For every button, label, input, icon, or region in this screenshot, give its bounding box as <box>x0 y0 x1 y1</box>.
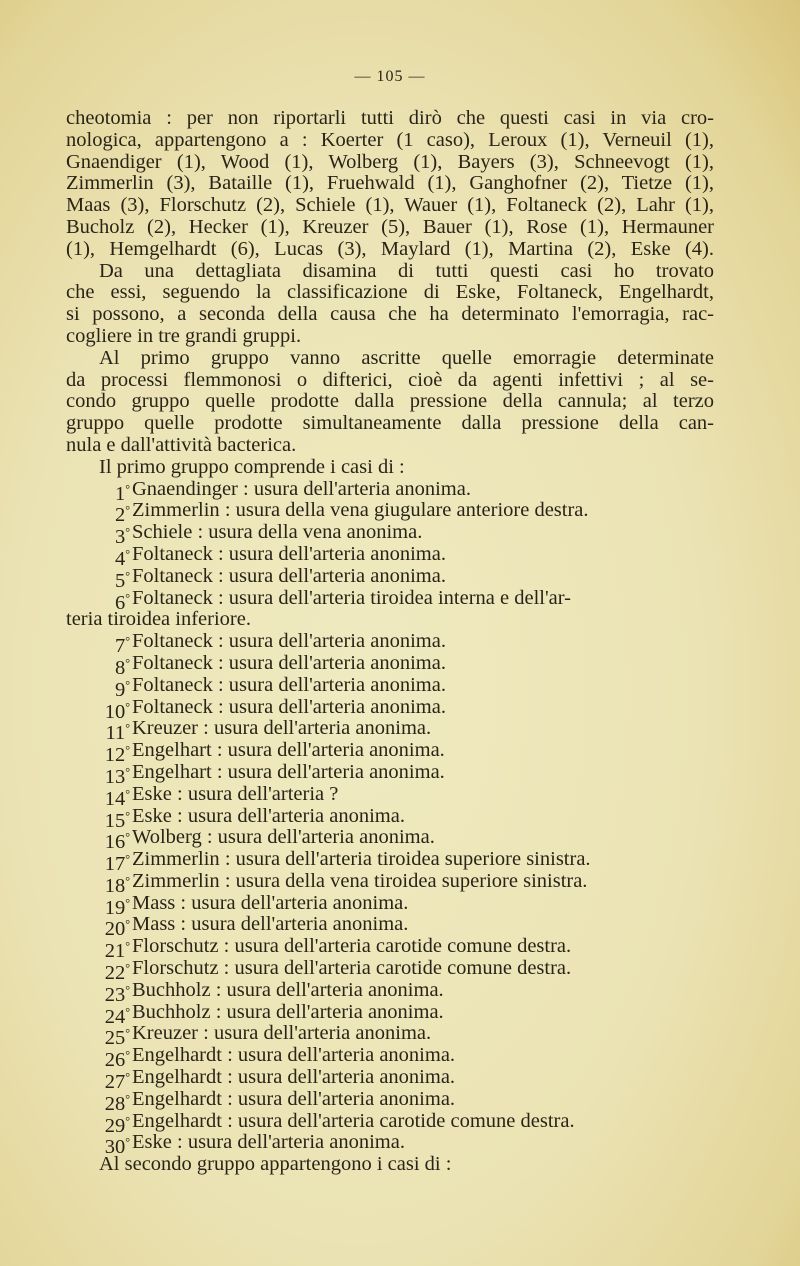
text-line: Zimmerlin (3), Bataille (1), Fruehwald (1), Ganghofner (2), Tietze (1), <box>66 172 714 195</box>
case-list-item <box>66 717 714 745</box>
case-number-value: 17 <box>104 853 126 876</box>
degree-mark: ° <box>125 1070 130 1085</box>
degree-mark: ° <box>125 982 130 997</box>
case-author: Engelhart <box>132 760 212 783</box>
degree-mark: ° <box>125 525 130 540</box>
case-description: usura dell'arteria tiroidea interna e dell'ar- <box>228 586 572 609</box>
case-list-item <box>66 1109 714 1137</box>
case-author: Foltaneck <box>132 586 213 609</box>
case-author: Kreuzer <box>132 1022 199 1045</box>
case-number-value: 1 <box>114 482 126 505</box>
case-list-item <box>66 1044 714 1072</box>
case-number-value: 20 <box>104 918 126 941</box>
degree-mark: ° <box>125 634 130 649</box>
separator: : <box>221 1066 238 1089</box>
separator: : <box>211 760 228 783</box>
degree-mark: ° <box>125 481 130 496</box>
case-list-item <box>66 760 714 788</box>
case-number-value: 14 <box>104 787 126 810</box>
separator: : <box>192 521 209 544</box>
degree-mark: ° <box>125 1091 130 1106</box>
case-author: Mass <box>132 891 176 914</box>
separator: : <box>221 1044 238 1067</box>
degree-mark: ° <box>125 503 130 518</box>
text-line: cheotomia : per non riportarli tutti dirò che questi casi in via cro- <box>66 107 714 129</box>
text-line: Al primo gruppo vanno ascritte quelle emorragie determinate <box>99 346 714 369</box>
separator: : <box>221 1109 238 1132</box>
case-description: usura dell'arteria anonima. <box>187 804 405 827</box>
separator: : <box>210 978 227 1001</box>
page-number: — 105 — <box>354 68 426 85</box>
case-author: Buchholz <box>132 978 211 1001</box>
case-number <box>105 1132 130 1159</box>
case-author: Kreuzer <box>132 717 199 740</box>
case-author: Florschutz <box>132 957 219 980</box>
case-author: Engelhardt <box>132 1044 222 1067</box>
case-list-item <box>66 804 714 832</box>
case-author: Foltaneck <box>132 695 213 718</box>
case-author: Engelhardt <box>132 1109 222 1132</box>
case-author: Eske <box>132 782 172 805</box>
case-author: Schiele <box>132 521 193 544</box>
case-number-value: 16 <box>104 831 126 854</box>
text-line: Maas (3), Florschutz (2), Schiele (1), Wauer (1), Foltaneck (2), Lahr (1), <box>66 194 714 217</box>
degree-mark: ° <box>125 830 130 845</box>
closing-line: Al secondo gruppo appartengono i casi di : <box>99 1153 452 1176</box>
case-number-value: 3 <box>114 526 126 549</box>
case-list-item <box>66 1087 714 1115</box>
text-line: nologica, appartengono a : Koerter (1 caso), Leroux (1), Verneuil (1), <box>66 128 714 151</box>
degree-mark: ° <box>125 743 130 758</box>
case-number-value: 15 <box>104 809 126 832</box>
case-description: usura dell'arteria anonima. <box>237 1066 456 1089</box>
text-line: si possono, a seconda della causa che ha determinato l'emorragia, rac- <box>66 303 714 326</box>
separator: : <box>171 782 188 805</box>
text-line: che essi, seguendo la classificazione di Eske, Foltaneck, Engelhardt, <box>66 281 714 304</box>
separator: : <box>237 477 254 500</box>
case-description: usura dell'arteria carotide comune destra. <box>234 935 572 958</box>
case-list-item <box>66 1022 714 1050</box>
separator: : <box>212 542 229 565</box>
separator: : <box>198 1022 214 1045</box>
degree-mark: ° <box>125 786 130 801</box>
case-number-value: 24 <box>104 1005 126 1028</box>
case-number-value: 10 <box>104 700 126 723</box>
text-line: cogliere in tre grandi gruppi. <box>66 324 302 347</box>
case-author: Foltaneck <box>132 630 213 653</box>
case-author: Buchholz <box>132 1000 211 1023</box>
case-description: usura dell'arteria anonima. <box>253 477 471 500</box>
case-list-item <box>66 978 714 1006</box>
case-number-value: 13 <box>104 765 126 788</box>
case-description: usura dell'arteria tiroidea superiore sinistra. <box>235 848 591 871</box>
separator: : <box>171 1131 188 1154</box>
text-line: Bucholz (2), Hecker (1), Kreuzer (5), Bauer (1), Rose (1), Hermauner <box>66 215 714 238</box>
degree-mark: ° <box>125 546 130 561</box>
case-author: Eske <box>132 804 172 827</box>
case-author: Gnaendinger <box>132 477 238 500</box>
case-author: Florschutz <box>132 935 219 958</box>
separator: : <box>211 739 228 762</box>
case-number-value: 22 <box>104 962 126 985</box>
case-number-value: 5 <box>114 569 126 592</box>
text-line: nula e dall'attività bacterica. <box>66 433 297 456</box>
degree-mark: ° <box>125 1048 130 1063</box>
separator: : <box>212 651 229 674</box>
case-description: usura dell'arteria anonima. <box>187 1131 405 1154</box>
text-line: condo gruppo quelle prodotte dalla pressione della cannula; al terzo <box>66 390 714 413</box>
case-description: usura dell'arteria anonima. <box>213 1022 432 1045</box>
text-line: da processi flemmonosi o difterici, cioè da agenti infettivi ; al se- <box>66 368 714 391</box>
case-description-continuation: teria tiroidea inferiore. <box>66 608 251 631</box>
text-line: Gnaendiger (1), Wood (1), Wolberg (1), Bayers (3), Schneevogt (1), <box>66 150 714 173</box>
case-list-item <box>66 695 714 723</box>
degree-mark: ° <box>125 655 130 670</box>
case-description: usura della vena anonima. <box>208 521 423 544</box>
case-description: usura dell'arteria anonima. <box>228 651 446 674</box>
case-list-item <box>66 848 714 876</box>
case-list-item <box>66 739 714 767</box>
degree-mark: ° <box>125 917 130 932</box>
case-number-value: 29 <box>104 1114 126 1137</box>
case-description: usura dell'arteria anonima. <box>228 695 446 718</box>
case-list-item <box>66 1000 714 1028</box>
case-list-item <box>66 935 714 963</box>
case-description: usura dell'arteria anonima. <box>228 673 446 696</box>
separator: : <box>212 586 229 609</box>
page-body <box>66 108 714 1176</box>
case-list-item <box>66 521 714 549</box>
separator: : <box>219 869 236 892</box>
case-number-value: 30 <box>104 1136 126 1159</box>
degree-mark: ° <box>125 808 130 823</box>
case-number-value: 23 <box>104 983 126 1006</box>
case-author: Eske <box>132 1131 172 1154</box>
list-intro: Il primo gruppo comprende i casi di : <box>99 455 405 478</box>
case-list-item <box>66 869 714 897</box>
separator: : <box>198 717 214 740</box>
case-author: Zimmerlin <box>132 848 220 871</box>
case-author: Zimmerlin <box>132 869 220 892</box>
case-author: Engelhardt <box>132 1087 222 1110</box>
separator: : <box>219 499 236 522</box>
case-list-item <box>66 957 714 985</box>
case-description: usura dell'arteria anonima. <box>217 826 435 849</box>
separator: : <box>212 564 229 587</box>
degree-mark: ° <box>125 677 130 692</box>
case-description: usura dell'arteria ? <box>187 782 339 805</box>
case-list-item <box>66 1066 714 1094</box>
separator: : <box>218 957 235 980</box>
case-description: usura della vena tiroidea superiore sinistra. <box>235 869 588 892</box>
separator: : <box>221 1087 238 1110</box>
case-author: Foltaneck <box>132 673 213 696</box>
case-description: usura dell'arteria carotide comune destra. <box>234 957 572 980</box>
case-list-item <box>66 1131 714 1159</box>
degree-mark: ° <box>125 721 130 736</box>
degree-mark: ° <box>125 961 130 976</box>
text-line: Da una dettagliata disamina di tutti questi casi ho trovato <box>99 259 714 282</box>
degree-mark: ° <box>125 1135 130 1150</box>
case-description: usura dell'arteria carotide comune destra. <box>237 1109 575 1132</box>
case-number-value: 12 <box>104 744 126 767</box>
case-description: usura dell'arteria anonima. <box>237 1087 456 1110</box>
degree-mark: ° <box>125 895 130 910</box>
text-line: gruppo quelle prodotte simultaneamente dalla pressione della can- <box>66 412 714 435</box>
separator: : <box>212 630 229 653</box>
case-number-value: 18 <box>104 874 126 897</box>
case-number-value: 11 <box>105 722 126 745</box>
separator: : <box>201 826 218 849</box>
case-list-item <box>66 630 714 658</box>
case-list-item <box>66 891 714 919</box>
case-author: Wolberg <box>132 826 202 849</box>
separator: : <box>218 935 235 958</box>
case-description: usura dell'arteria anonima. <box>228 564 446 587</box>
degree-mark: ° <box>125 939 130 954</box>
case-description: usura dell'arteria anonima. <box>227 760 445 783</box>
case-description: usura della vena giugulare anteriore destra. <box>235 499 589 522</box>
case-author: Zimmerlin <box>132 499 220 522</box>
case-author: Engelhardt <box>132 1066 222 1089</box>
separator: : <box>175 913 192 936</box>
case-description: usura dell'arteria anonima. <box>226 978 444 1001</box>
degree-mark: ° <box>125 568 130 583</box>
separator: : <box>212 673 229 696</box>
intro-paragraph <box>66 108 714 261</box>
degree-mark: ° <box>125 764 130 779</box>
case-author: Foltaneck <box>132 564 213 587</box>
case-list-item <box>66 477 714 505</box>
case-list-item <box>66 913 714 941</box>
case-number-value: 4 <box>114 547 126 570</box>
separator: : <box>210 1000 227 1023</box>
case-author: Engelhart <box>132 739 212 762</box>
case-number-value: 25 <box>104 1027 126 1050</box>
case-list-item <box>66 651 714 679</box>
paragraph-groups <box>66 348 714 457</box>
case-number <box>115 588 130 615</box>
case-description: usura dell'arteria anonima. <box>237 1044 456 1067</box>
separator: : <box>175 891 192 914</box>
case-list <box>66 477 714 1159</box>
case-author: Foltaneck <box>132 651 213 674</box>
separator: : <box>212 695 229 718</box>
degree-mark: ° <box>125 852 130 867</box>
degree-mark: ° <box>125 590 130 605</box>
case-author: Foltaneck <box>132 542 213 565</box>
case-author: Mass <box>132 913 176 936</box>
case-list-item <box>66 782 714 810</box>
case-number-value: 8 <box>114 656 126 679</box>
case-description: usura dell'arteria anonima. <box>228 542 446 565</box>
case-description: usura dell'arteria anonima. <box>191 891 409 914</box>
case-description: usura dell'arteria anonima. <box>191 913 409 936</box>
case-list-item <box>66 826 714 854</box>
degree-mark: ° <box>125 1004 130 1019</box>
case-number-value: 6 <box>114 591 126 614</box>
case-number-value: 21 <box>104 940 126 963</box>
degree-mark: ° <box>125 873 130 888</box>
paragraph-classification <box>66 261 714 348</box>
separator: : <box>219 848 236 871</box>
case-number-value: 27 <box>104 1071 126 1094</box>
degree-mark: ° <box>125 1113 130 1128</box>
case-description: usura dell'arteria anonima. <box>213 717 432 740</box>
case-description: usura dell'arteria anonima. <box>226 1000 444 1023</box>
degree-mark: ° <box>125 699 130 714</box>
degree-mark: ° <box>125 1026 130 1041</box>
case-number-value: 19 <box>104 896 126 919</box>
case-list-item <box>66 542 714 570</box>
case-number-value: 2 <box>114 504 126 527</box>
case-number-value: 26 <box>104 1049 126 1072</box>
case-list-item <box>66 564 714 592</box>
case-list-item <box>66 673 714 701</box>
case-list-item <box>66 499 714 527</box>
case-list-item <box>66 586 714 614</box>
case-number-value: 9 <box>114 678 126 701</box>
text-line: (1), Hemgelhardt (6), Lucas (3), Maylard (1), Martina (2), Eske (4). <box>66 237 714 260</box>
case-description: usura dell'arteria anonima. <box>227 739 445 762</box>
separator: : <box>171 804 188 827</box>
case-number-value: 28 <box>104 1092 126 1115</box>
case-number-value: 7 <box>114 635 126 658</box>
case-description: usura dell'arteria anonima. <box>228 630 446 653</box>
